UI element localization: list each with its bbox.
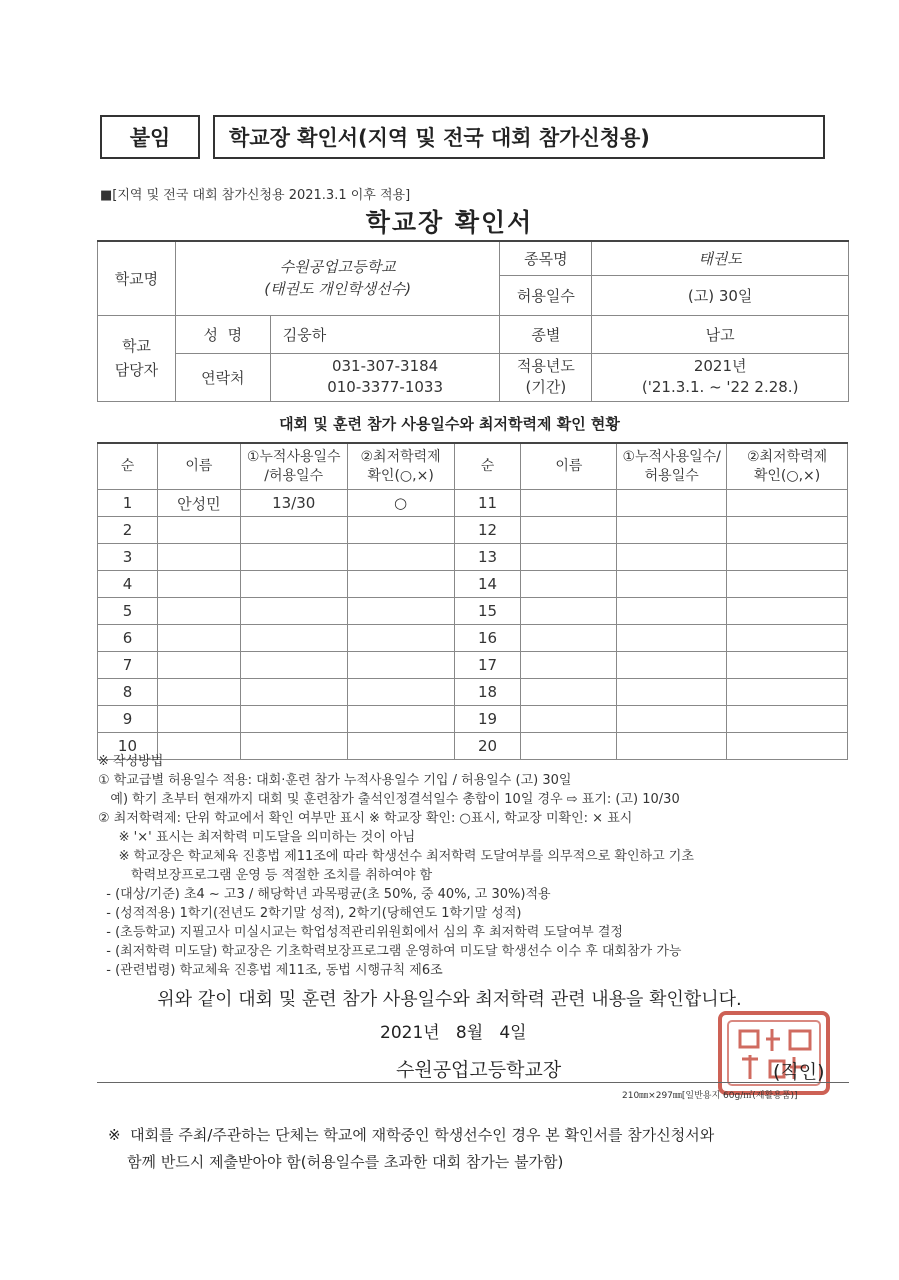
header-check-right	[727, 443, 848, 490]
footer-line: ※ 대회를 주최/주관하는 단체는 학교에 재학중인 학생선수인 경우 본 확인서를 참가신청서와	[108, 1126, 715, 1144]
school-subtitle: (태권도 개인학생선수)	[264, 280, 412, 299]
attachment-tag: 붙임	[100, 115, 200, 159]
note-line: ※ 작성방법	[98, 754, 164, 769]
header-title: 학교장 확인서(지역 및 전국 대회 참가신청용)	[213, 115, 825, 159]
note-line: ② 최저학력제: 단위 학교에서 확인 여부만 표시 ※ 학교장 확인: ○표시, 학교장 미확인: × 표시	[98, 811, 633, 826]
table-row	[98, 679, 848, 706]
header-check-left-line1: ②최저학력제	[360, 448, 441, 465]
row-days-left	[240, 598, 347, 625]
row-days-left: 13/30	[240, 490, 347, 517]
row-no-left: 5	[98, 598, 158, 625]
confirmation-statement: 위와 같이 대회 및 훈련 참가 사용일수와 최저학력 관련 내용을 확인합니다.	[157, 989, 742, 1010]
row-check-right	[727, 652, 848, 679]
header-no-left: 순	[98, 443, 158, 490]
allowed-days-value: (고) 30일	[592, 275, 849, 315]
header-check-left	[347, 443, 454, 490]
row-name-left	[157, 679, 240, 706]
table-row	[98, 652, 848, 679]
table-row	[98, 517, 848, 544]
note-line: ※ 학교장은 학교체육 진흥법 제11조에 따라 학생선수 최저학력 도달여부를 의무적으로 확인하고 기초	[98, 849, 694, 864]
row-check-left	[347, 598, 454, 625]
phone-2: 010-3377-1033	[327, 378, 443, 396]
row-name-right	[521, 598, 617, 625]
row-days-right	[617, 571, 727, 598]
row-no-right: 16	[454, 625, 521, 652]
phone-1: 031-307-3184	[331, 357, 439, 375]
row-check-right	[727, 625, 848, 652]
row-name-left	[157, 625, 240, 652]
section-title: 대회 및 훈련 참가 사용일수와 최저학력제 확인 현황	[279, 415, 620, 433]
row-days-left	[240, 544, 347, 571]
table-row	[98, 625, 848, 652]
table-row	[98, 490, 848, 517]
row-check-left	[347, 625, 454, 652]
row-days-right	[617, 679, 727, 706]
row-no-left: 8	[98, 679, 158, 706]
event-value: 태권도	[592, 241, 849, 275]
table-row	[98, 706, 848, 733]
divider	[97, 1082, 849, 1083]
row-check-right	[727, 517, 848, 544]
row-days-left	[240, 517, 347, 544]
row-days-left	[240, 706, 347, 733]
contact-label: 연락처	[175, 353, 270, 401]
row-check-right	[727, 490, 848, 517]
header-days-right-line2: 허용일수	[644, 467, 699, 484]
year-label-line2: (기간)	[525, 378, 567, 396]
table-row	[98, 544, 848, 571]
header-days-left	[240, 443, 347, 490]
row-no-right: 19	[454, 706, 521, 733]
row-no-right: 17	[454, 652, 521, 679]
paper-spec: 210㎜×297㎜[일반용지 60g/㎡(재활용품)]	[622, 1091, 798, 1101]
row-no-right: 15	[454, 598, 521, 625]
writing-instructions	[98, 752, 858, 980]
staff-label-line2: 담당자	[114, 361, 159, 379]
row-no-left: 4	[98, 571, 158, 598]
info-table	[97, 240, 849, 402]
row-no-left: 7	[98, 652, 158, 679]
row-check-right	[727, 544, 848, 571]
row-name-right	[521, 625, 617, 652]
row-check-right	[727, 706, 848, 733]
footer-notice	[108, 1122, 714, 1176]
row-no-right: 20	[454, 733, 521, 760]
row-days-left	[240, 652, 347, 679]
row-check-right	[727, 679, 848, 706]
row-check-left	[347, 544, 454, 571]
row-days-left	[240, 571, 347, 598]
row-no-left: 1	[98, 490, 158, 517]
name-label: 성 명	[175, 315, 270, 353]
note-line: - (대상/기준) 초4 ~ 고3 / 해당학년 과목평균(초 50%, 중 40%, 고 30%)적용	[98, 887, 551, 902]
note-line: - (관련법령) 학교체육 진흥법 제11조, 동법 시행규칙 제6조	[98, 963, 443, 978]
header-days-left-line1: ①누적사용일수	[246, 448, 341, 465]
row-no-left: 2	[98, 517, 158, 544]
row-check-left	[347, 571, 454, 598]
note-line: - (초등학교) 지필고사 미실시교는 학업성적관리위원회에서 심의 후 최저학력 도달여부 결정	[98, 925, 623, 940]
table-row	[98, 598, 848, 625]
staff-label	[98, 315, 176, 401]
row-check-left: ○	[347, 490, 454, 517]
note-line: 학력보장프로그램 운영 등 적절한 조치를 취하여야 함	[98, 868, 433, 883]
row-name-right	[521, 679, 617, 706]
school-name: 수원공업고등학교	[279, 258, 396, 277]
year-value	[592, 353, 849, 401]
row-no-left: 9	[98, 706, 158, 733]
document-title: 학교장 확인서	[365, 208, 534, 237]
row-check-right	[727, 598, 848, 625]
header-check-right-line2: 확인(○,×)	[753, 467, 821, 484]
row-name-left: 안성민	[157, 490, 240, 517]
name-value: 김웅하	[270, 315, 500, 353]
status-table	[97, 442, 848, 760]
row-name-right	[521, 517, 617, 544]
issue-date: 2021년 8월 4일	[380, 1023, 527, 1043]
header-days-right-line1: ①누적사용일수/	[622, 448, 721, 465]
row-no-right: 18	[454, 679, 521, 706]
category-label: 종별	[500, 315, 592, 353]
row-days-left	[240, 625, 347, 652]
school-label: 학교명	[98, 241, 176, 315]
row-days-right	[617, 490, 727, 517]
staff-label-line1: 학교	[121, 337, 151, 355]
row-name-left	[157, 706, 240, 733]
row-name-left	[157, 517, 240, 544]
row-no-right: 14	[454, 571, 521, 598]
header-no-right: 순	[454, 443, 521, 490]
note-line: - (성적적용) 1학기(전년도 2학기말 성적), 2학기(당해연도 1학기말 성적)	[98, 906, 522, 921]
row-check-left	[347, 706, 454, 733]
year-label	[500, 353, 592, 401]
period-value: ('21.3.1. ~ '22 2.28.)	[641, 378, 799, 396]
event-label: 종목명	[500, 241, 592, 275]
category-value: 남고	[592, 315, 849, 353]
header-check-left-line2: 확인(○,×)	[367, 467, 434, 484]
header-name-left: 이름	[157, 443, 240, 490]
row-days-left	[240, 679, 347, 706]
row-name-right	[521, 490, 617, 517]
row-days-right	[617, 706, 727, 733]
header-check-right-line1: ②최저학력제	[746, 448, 828, 465]
row-no-right: 12	[454, 517, 521, 544]
row-name-left	[157, 571, 240, 598]
principal-signature: 수원공업고등학교장	[396, 1059, 562, 1081]
row-check-left	[347, 652, 454, 679]
row-no-right: 11	[454, 490, 521, 517]
school-name-cell	[175, 241, 500, 315]
row-name-left	[157, 652, 240, 679]
row-no-left: 6	[98, 625, 158, 652]
row-days-right	[617, 598, 727, 625]
row-no-right: 13	[454, 544, 521, 571]
row-no-left: 10	[98, 733, 158, 760]
table-row	[98, 571, 848, 598]
row-check-left	[347, 517, 454, 544]
row-name-right	[521, 652, 617, 679]
row-days-right	[617, 544, 727, 571]
row-days-right	[617, 625, 727, 652]
note-line: 예) 학기 초부터 현재까지 대회 및 훈련참가 출석인정결석일수 총합이 10일 경우 ⇨ 표기: (고) 10/30	[98, 792, 680, 807]
row-no-left: 3	[98, 544, 158, 571]
note-line: ① 학교급별 허용일수 적용: 대회·훈련 참가 누적사용일수 기입 / 허용일수 (고) 30일	[98, 773, 572, 788]
note-line: - (최저학력 미도달) 학교장은 기초학력보장프로그램 운영하여 미도달 학생선수 이수 후 대회참가 가능	[98, 944, 682, 959]
header-name-right: 이름	[521, 443, 617, 490]
header-days-left-line2: /허용일수	[264, 467, 324, 484]
row-days-right	[617, 517, 727, 544]
row-name-left	[157, 598, 240, 625]
footer-line: 함께 반드시 제출받아야 함(허용일수를 초과한 대회 참가는 불가함)	[108, 1153, 564, 1171]
table-header-row	[98, 443, 848, 490]
year-value-line1: 2021년	[693, 357, 747, 375]
row-name-right	[521, 571, 617, 598]
row-check-left	[347, 679, 454, 706]
row-name-right	[521, 544, 617, 571]
contact-value	[270, 353, 500, 401]
year-label-line1: 적용년도	[516, 357, 575, 375]
seal-label: (직인)	[773, 1061, 825, 1083]
allowed-days-label: 허용일수	[500, 275, 592, 315]
row-check-right	[727, 571, 848, 598]
row-name-left	[157, 544, 240, 571]
header-days-right	[617, 443, 727, 490]
applicability-note: ■[지역 및 전국 대회 참가신청용 2021.3.1 이후 적용]	[100, 188, 411, 203]
row-name-right	[521, 706, 617, 733]
row-days-right	[617, 652, 727, 679]
note-line: ※ '×' 표시는 최저학력 미도달을 의미하는 것이 아님	[98, 830, 416, 845]
